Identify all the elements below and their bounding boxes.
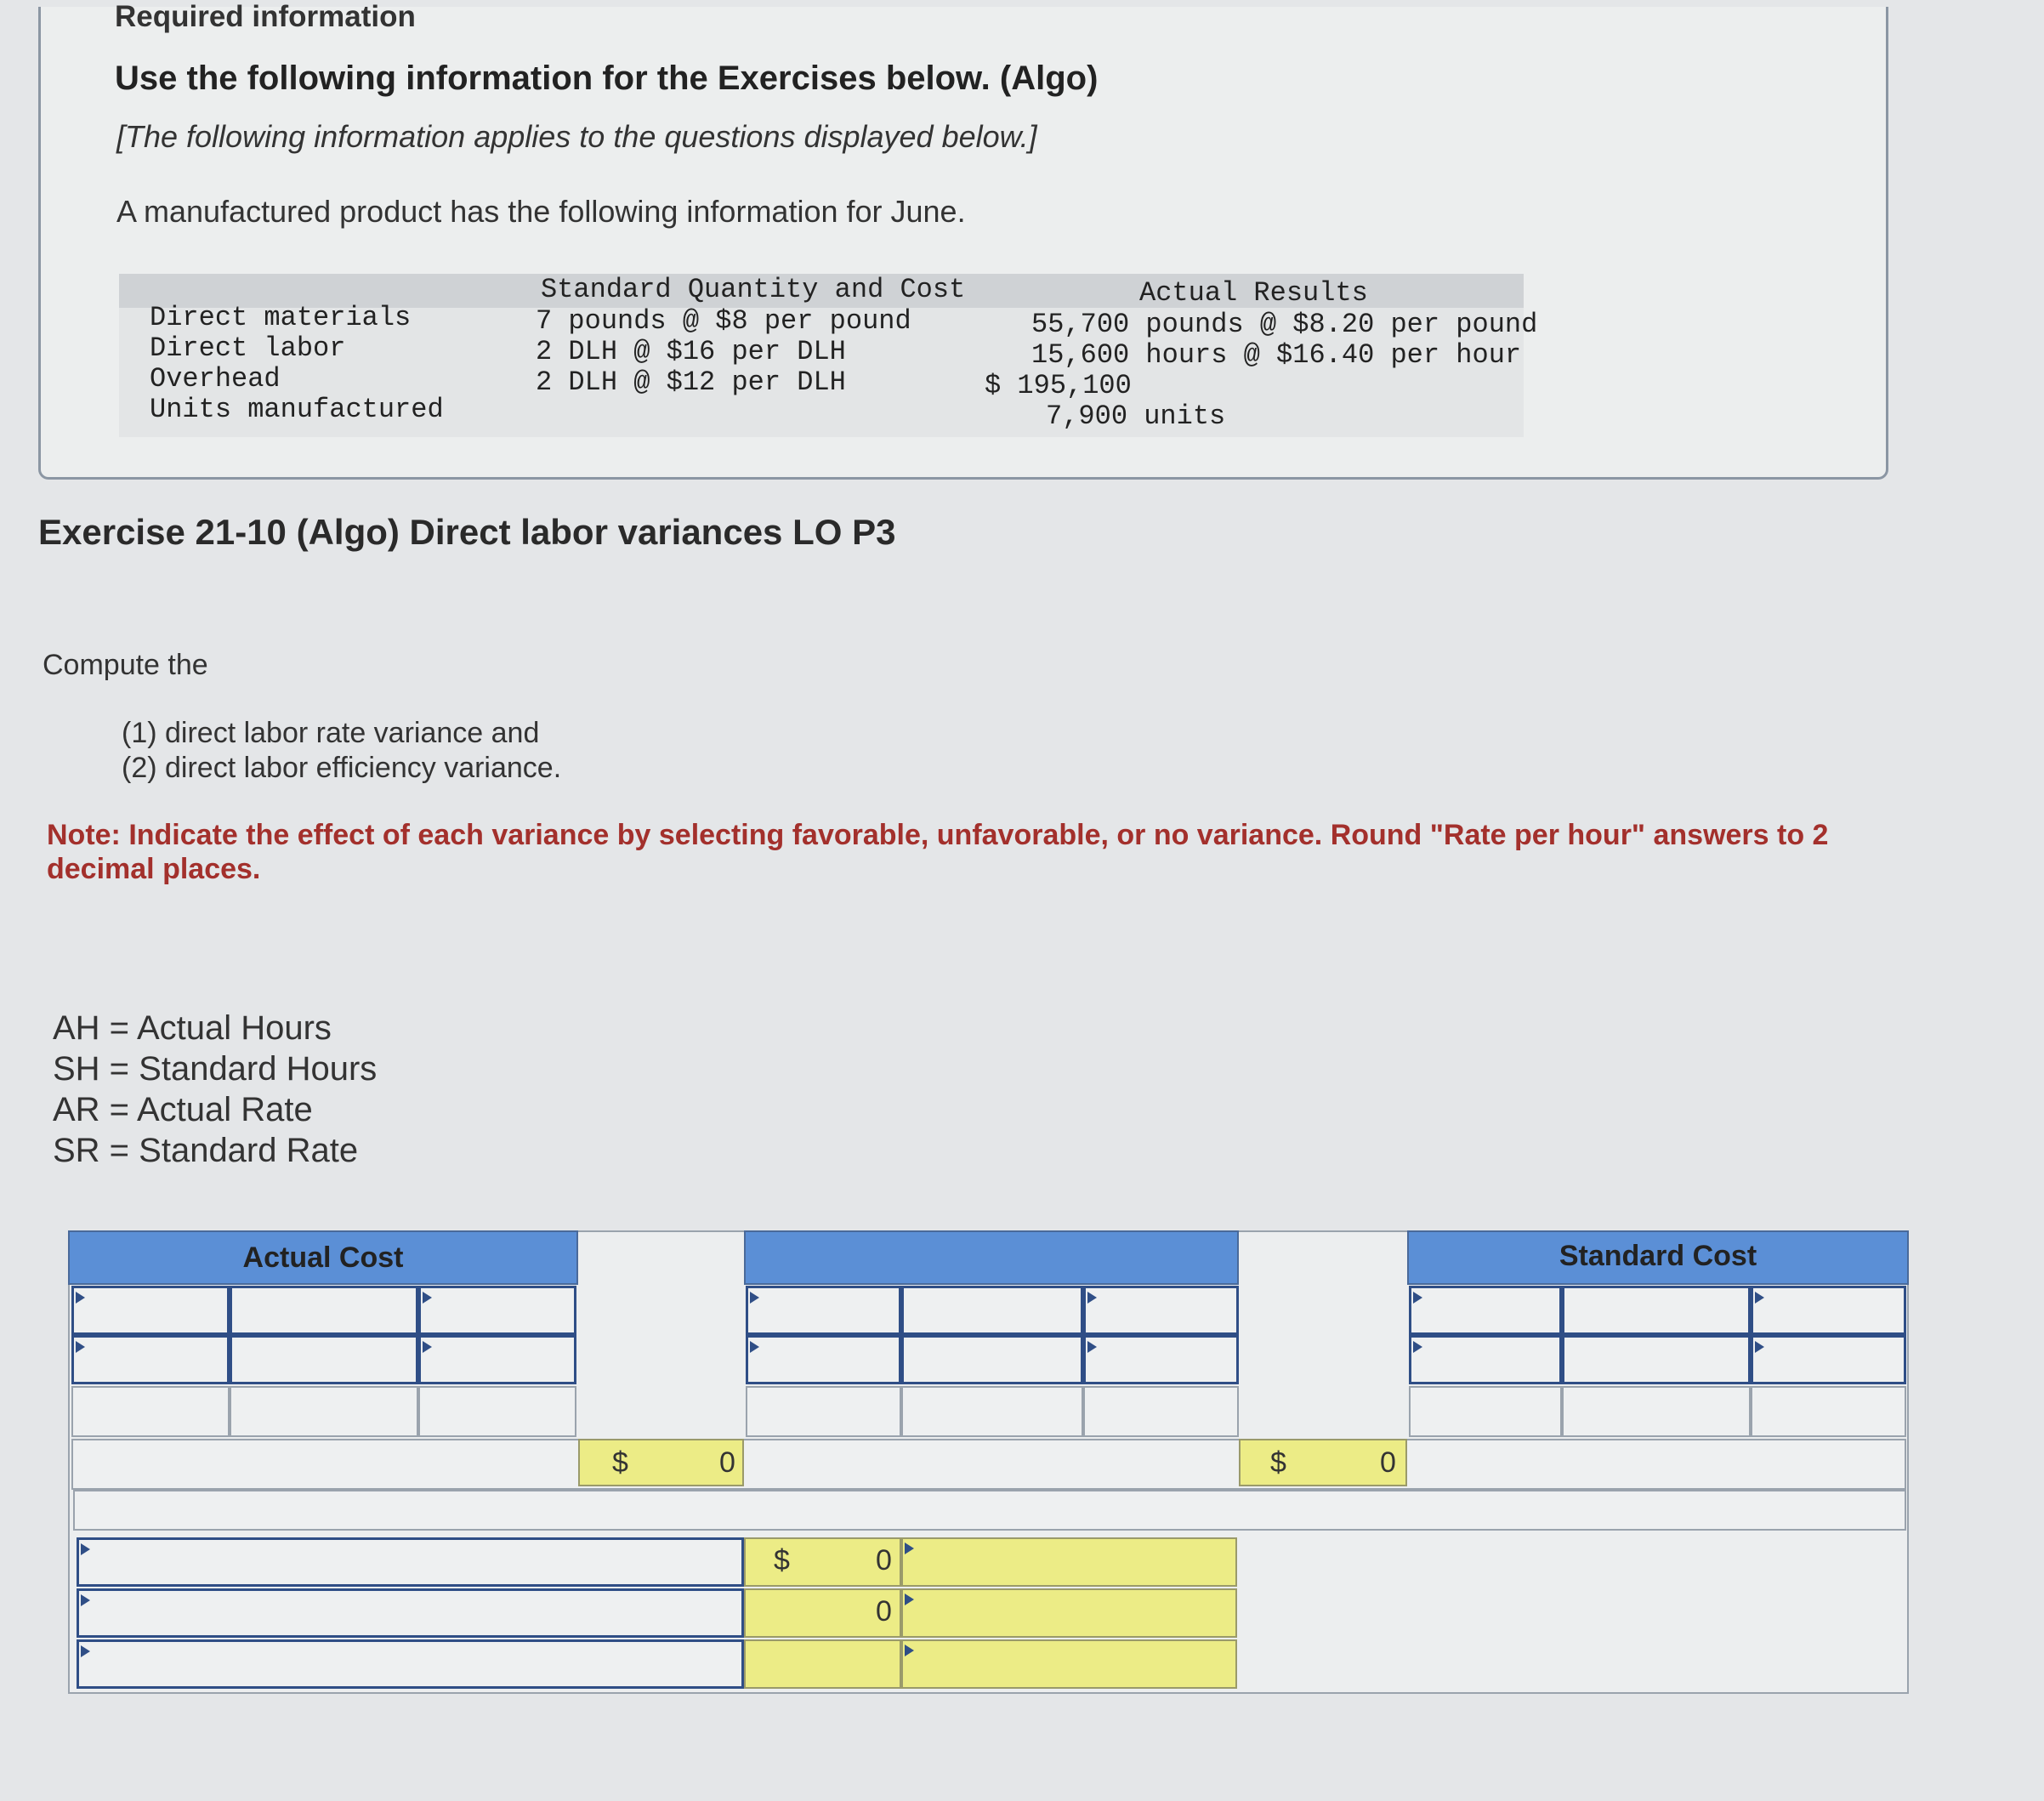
actual-dropdown-1[interactable] [71, 1286, 230, 1335]
required-information-title: Required information [115, 0, 416, 33]
mid-cell-7 [1083, 1386, 1239, 1437]
standard-total-value: 0 [1380, 1446, 1396, 1479]
row-label-direct-labor: Direct labor [150, 332, 346, 364]
actual-cost-header: Actual Cost [68, 1230, 578, 1285]
actual-input-1[interactable] [230, 1286, 418, 1335]
actual-direct-labor: 15,600 hours @ $16.40 per hour [1031, 339, 1522, 371]
row-label-direct-materials: Direct materials [150, 302, 412, 333]
variance-effect-dropdown-2[interactable] [901, 1588, 1237, 1638]
mid-dropdown-1[interactable] [746, 1286, 901, 1335]
mid-dropdown-4[interactable] [1083, 1335, 1239, 1384]
actual-dropdown-3[interactable] [71, 1335, 230, 1384]
variance-effect-dropdown-3[interactable] [901, 1639, 1237, 1689]
variance-dollar: $ [774, 1544, 790, 1577]
spacer-row [73, 1490, 1906, 1531]
variance-value-cell-3[interactable] [744, 1639, 901, 1689]
variance-effect-dropdown-1[interactable] [901, 1537, 1237, 1587]
std-dropdown-1[interactable] [1409, 1286, 1562, 1335]
abbr-standard-hours: SH = Standard Hours [53, 1050, 378, 1088]
actual-cell-5 [71, 1386, 230, 1437]
std-cell-7 [1751, 1386, 1906, 1437]
actual-overhead: $ 195,100 [985, 370, 1132, 401]
standard-total-dollar: $ [1270, 1446, 1286, 1479]
totals-row [71, 1439, 1906, 1490]
std-dropdown-4[interactable] [1751, 1335, 1906, 1384]
std-dropdown-3[interactable] [1409, 1335, 1562, 1384]
rounding-note: Note: Indicate the effect of each variance by selecting favorable, unfavorable, or no variance. Round "Rate per hour" answers to 2 decimal places. [47, 819, 1829, 885]
middle-header [744, 1230, 1239, 1285]
std-direct-labor: 2 DLH @ $16 per DLH [536, 336, 846, 367]
compute-text: Compute the [43, 649, 208, 681]
product-info-text: A manufactured product has the following information for June. [116, 194, 966, 229]
abbr-actual-hours: AH = Actual Hours [53, 1009, 332, 1047]
mid-cell-6 [901, 1386, 1083, 1437]
instructions-heading: Use the following information for the Exercises below. (Algo) [115, 60, 1099, 97]
mid-input-1[interactable] [901, 1286, 1083, 1335]
actual-dropdown-2[interactable] [418, 1286, 576, 1335]
step-efficiency-variance: (2) direct labor efficiency variance. [122, 752, 562, 784]
col-standard-header: Standard Quantity and Cost [541, 274, 966, 305]
std-input-2[interactable] [1562, 1335, 1751, 1384]
mid-cell-5 [746, 1386, 901, 1437]
actual-input-2[interactable] [230, 1335, 418, 1384]
std-input-1[interactable] [1562, 1286, 1751, 1335]
variance-label-dropdown-2[interactable] [77, 1588, 744, 1638]
applies-note: [The following information applies to the questions displayed below.] [116, 119, 1037, 154]
abbr-standard-rate: SR = Standard Rate [53, 1132, 359, 1169]
actual-cell-6 [230, 1386, 418, 1437]
std-dropdown-2[interactable] [1751, 1286, 1906, 1335]
variance-label-dropdown-3[interactable] [77, 1639, 744, 1689]
row-label-overhead: Overhead [150, 363, 281, 395]
actual-cell-7 [418, 1386, 576, 1437]
variance-value-2: 0 [876, 1595, 892, 1628]
actual-direct-materials: 55,700 pounds @ $8.20 per pound [1031, 309, 1538, 340]
variance-value-1: 0 [876, 1544, 892, 1577]
std-cell-5 [1409, 1386, 1562, 1437]
actual-dropdown-4[interactable] [418, 1335, 576, 1384]
step-rate-variance: (1) direct labor rate variance and [122, 717, 540, 749]
mid-input-2[interactable] [901, 1335, 1083, 1384]
col-actual-header: Actual Results [1139, 277, 1368, 309]
standard-cost-header: Standard Cost [1407, 1230, 1909, 1285]
std-overhead: 2 DLH @ $12 per DLH [536, 366, 846, 398]
exercise-title: Exercise 21-10 (Algo) Direct labor variances LO P3 [38, 512, 896, 552]
mid-dropdown-2[interactable] [1083, 1286, 1239, 1335]
actual-total-value: 0 [719, 1446, 735, 1479]
variance-label-dropdown-1[interactable] [77, 1537, 744, 1587]
mid-dropdown-3[interactable] [746, 1335, 901, 1384]
actual-total-dollar: $ [612, 1446, 628, 1479]
abbr-actual-rate: AR = Actual Rate [53, 1091, 313, 1128]
actual-units-manufactured: 7,900 units [1046, 401, 1226, 432]
std-cell-6 [1562, 1386, 1751, 1437]
row-label-units-manufactured: Units manufactured [150, 394, 444, 425]
std-direct-materials: 7 pounds @ $8 per pound [536, 305, 911, 337]
